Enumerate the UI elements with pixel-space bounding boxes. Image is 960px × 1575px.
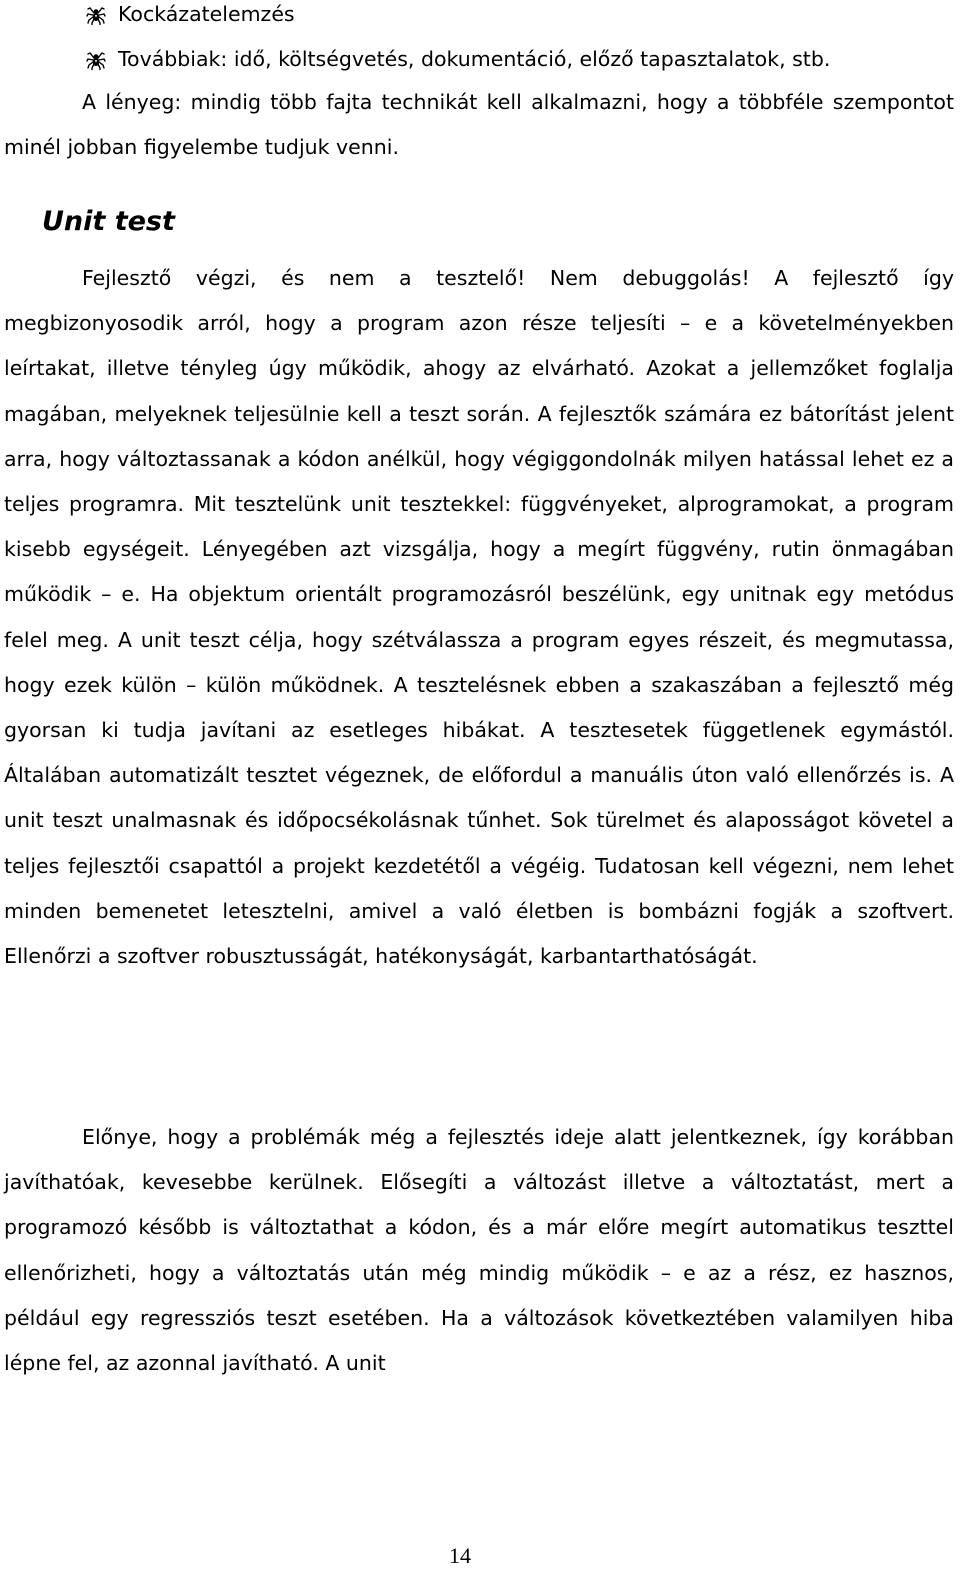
spider-icon xyxy=(86,5,106,25)
paragraph xyxy=(4,1115,954,1386)
section-title: Unit test xyxy=(42,206,175,237)
paragraph-text: Fejlesztő végzi, és nem a tesztelő! Nem debuggolás! A fejlesztő így megbizonyosodik arról, hogy a program azon része teljesíti – e a követelményekben leírtakat, illetve tényleg úgy működik, ahogy az elvárható. Azokat a jellemzőket foglalja magában, melyeknek teljesülnie kell a teszt során. A fejlesztők számára ez bátorítást jelent arra, hogy változtassanak a kódon anélkül, hogy végiggondolnák milyen hatással lehet ez a teljes programra. Mit tesztelünk unit tesztekkel: függvényeket, alprogramokat, a program kisebb egységeit. Lényegében azt vizsgálja, hogy a megírt függvény, rutin önmagában működik – e. Ha objektum orientált programozásról beszélünk, egy unitnak egy metódus felel meg. A unit teszt célja, hogy szétválassza a program egyes részeit, és megmutassa, hogy ezek külön – külön működnek. A tesztelésnek ebben a szakaszában a fejlesztő még gyorsan ki tudja javítani az esetleges hibákat. A tesztesetek függetlenek egymástól. Általában automatizált tesztet végeznek, de előfordul a manuális úton való ellenőrzés is. A unit teszt unalmasnak és időpocsékolásnak tűnhet. Sok türelmet és alaposságot követel a teljes fejlesztői csapattól a projekt kezdetétől a végéig. Tudatosan kell végezni, nem lehet minden bemenetet letesztelni, amivel a való életben is bombázni fogják a szoftvert. Ellenőrzi a szoftver robusztusságát, hatékonyságát, karbantarthatóságát. xyxy=(4,266,954,969)
bullet-list xyxy=(86,0,954,90)
paragraph xyxy=(4,256,954,979)
bullet-text: Kockázatelemzés xyxy=(118,2,295,26)
bullet-item xyxy=(86,0,954,45)
paragraph-text: Előnye, hogy a problémák még a fejlesztés ideje alatt jelentkeznek, így korábban javíthatóak, kevesebbe kerülnek. Elősegíti a változást illetve a változtatást, mert a programozó később is változtathat a kódon, és a már előre megírt automatikus teszttel ellenőrizheti, hogy a változtatás után még mindig működik – e az a rész, ez hasznos, például egy regressziós teszt esetében. Ha a változások következtében valamilyen hiba lépne fel, az azonnal javítható. A unit xyxy=(4,1125,954,1376)
spider-icon xyxy=(86,50,106,70)
page-number: 14 xyxy=(449,1543,471,1568)
bullet-text: Továbbiak: idő, költségvetés, dokumentáció, előző tapasztalatok, stb. xyxy=(118,47,831,71)
intro-paragraph-text: A lényeg: mindig több fajta technikát kell alkalmazni, hogy a többféle szempontot minél jobban figyelembe tudjuk venni. xyxy=(4,90,954,160)
intro-paragraph xyxy=(4,80,954,170)
